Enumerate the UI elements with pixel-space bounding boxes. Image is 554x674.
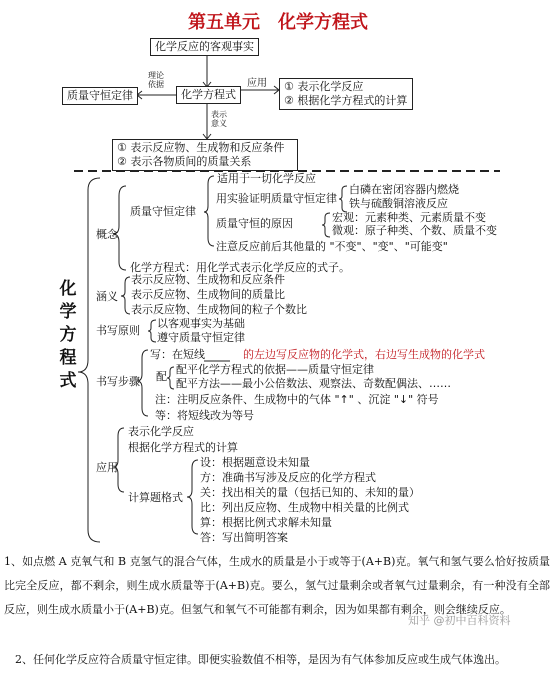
law-item: 适用于一切化学反应 [217, 172, 316, 185]
equation-definition: 化学方程式：用化学式表示化学反应的式子。 [130, 261, 350, 274]
meaning-item: 表示反应物、生成物和反应条件 [131, 273, 285, 286]
meaning-item: 表示反应物、生成物间的质量比 [131, 288, 285, 301]
calc-format-label: 计算题格式 [128, 491, 183, 504]
meaning-section-label: 涵义 [96, 290, 118, 303]
calc-step: 设：根据题意设未知量 [200, 456, 310, 469]
page-title: 第五单元 化学方程式 [188, 12, 368, 33]
meaning-list-box [112, 139, 298, 171]
law-item: 质量守恒的原因 [216, 217, 293, 230]
watermark: 知乎 @初中百科资料 [408, 614, 511, 627]
calc-step: 方：准确书写涉及反应的化学方程式 [200, 471, 376, 484]
calc-step: 答：写出简明答案 [200, 531, 288, 544]
law-item: 注意反应前后其他量的 "不变"、"变"、"可能变" [216, 240, 448, 253]
application-list-box [279, 78, 413, 110]
fact-box: 化学反应的客观事实 [150, 38, 259, 56]
apply-label: 应用 [247, 78, 267, 89]
steps-label: 书写步骤 [96, 375, 140, 388]
explanation-paragraph-1: 1、如点燃 A 克氧气和 B 克氢气的混合气体，生成水的质量是小于或等于(A+B)克。氧气和氢气要么恰好按质量比完全反应，都不剩余，则生成水质量等于(A+B)克。要么，氢气过量剩余或者氧气过量剩余，有一种没有全部反应，则生成水质量小于(A+B)克。但氢气和氧气不可能都有剩余，因为如果都有剩余，则会继续反应。 [4, 555, 550, 616]
principle-label: 书写原则 [96, 324, 140, 337]
experiment-item: 铁与硫酸铜溶液反应 [349, 197, 448, 210]
meaning-item: ① 表示反应物、生成物和反应条件 [117, 141, 285, 154]
experiment-item: 白磷在密闭容器内燃烧 [349, 183, 459, 196]
application-item: 根据化学方程式的计算 [128, 441, 238, 454]
reason-item: 微观：原子种类、个数、质量不变 [332, 224, 497, 237]
balance-item: 配平方法——最小公倍数法、观察法、奇数配偶法、…… [176, 377, 451, 390]
calc-step: 关：找出相关的量（包括已知的、未知的量） [200, 486, 420, 499]
explanation-paragraph-2: 2、任何化学反应符合质量守恒定律。即便实验数值不相等，是因为有气体参加反应或生成气体逸出。 [15, 653, 506, 666]
law-item: 用实验证明质量守恒定律 [216, 192, 337, 205]
principle-item: 以客观事实为基础 [157, 317, 245, 330]
meaning-item: ② 表示各物质间的质量关系 [117, 155, 252, 168]
application-item: 表示化学反应 [128, 425, 194, 438]
application-item: ① 表示化学反应 [284, 80, 364, 93]
meaning-item: 表示反应物、生成物间的粒子个数比 [131, 303, 307, 316]
application-label: 应用 [96, 461, 118, 474]
application-item: ② 根据化学方程式的计算 [284, 94, 408, 107]
step-equal: 等：将短线改为等号 [155, 409, 254, 422]
law-label: 质量守恒定律 [130, 205, 196, 218]
calc-step: 算：根据比例式求解未知量 [200, 516, 332, 529]
principle-item: 遵守质量守恒定律 [157, 331, 245, 344]
theory-label: 理论 依据 [148, 71, 164, 89]
conservation-law-box: 质量守恒定律 [62, 87, 138, 105]
reason-item: 宏观：元素种类、元素质量不变 [332, 211, 486, 224]
meaning-label: 表示 意义 [211, 110, 227, 128]
side-title: 化 学 方 程 式 [59, 279, 77, 391]
balance-item: 配平化学方程式的依据——质量守恒定律 [176, 363, 374, 376]
step-balance-label: 配 [156, 370, 167, 383]
step-write: 写：在短线 的左边写反应物的化学式，右边写生成物的化学式 [150, 348, 485, 361]
calc-step: 比：列出反应物、生成物中相关量的比例式 [200, 501, 409, 514]
equation-box: 化学方程式 [176, 86, 241, 104]
step-note: 注：注明反应条件、生成物中的气体 "↑" 、沉淀 "↓" 符号 [155, 393, 439, 406]
concept-label: 概念 [96, 228, 118, 241]
